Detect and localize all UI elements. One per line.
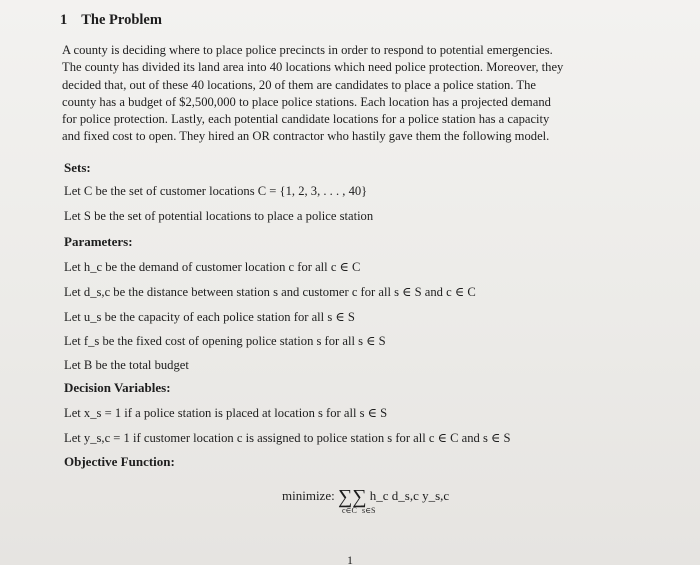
sum-subscript-s: s∈S (362, 506, 376, 515)
param-demand: Let h_c be the demand of customer location c for all c ∈ C (64, 260, 361, 274)
var-x: Let x_s = 1 if a police station is placed at location s for all s ∈ S (64, 406, 388, 420)
problem-paragraph (62, 42, 662, 146)
objective-label: minimize: (282, 488, 335, 503)
var-y: Let y_s,c = 1 if customer location c is assigned to police station s for all c ∈ C and s ∈ S (64, 431, 511, 445)
set-customer-locations: Let C be the set of customer locations C = {1, 2, 3, . . . , 40} (64, 184, 368, 198)
decision-variables-heading: Decision Variables: (64, 380, 171, 395)
param-fixed-cost: Let f_s be the fixed cost of opening police station s for all s ∈ S (64, 334, 386, 348)
objective-formula (282, 486, 450, 515)
objective-heading: Objective Function: (64, 454, 175, 469)
param-capacity: Let u_s be the capacity of each police station for all s ∈ S (64, 310, 355, 324)
paragraph-line: The county has divided its land area into 40 locations which need police protection. Moreover, they (62, 60, 564, 75)
sum-over-s: ∑ (352, 486, 367, 508)
sum-subscript-c: c∈C (342, 506, 357, 515)
param-budget: Let B be the total budget (64, 358, 189, 372)
sets-heading: Sets: (64, 160, 91, 175)
section-title (60, 12, 162, 29)
paragraph-line: for police protection. Lastly, each potential candidate locations for a police station has a capacity (62, 112, 550, 127)
paragraph-line: county has a budget of $2,500,000 to place police stations. Each location has a projected demand (62, 94, 551, 109)
paragraph-line: decided that, out of these 40 locations, 20 of them are candidates to place a police station. The (62, 77, 536, 92)
param-distance: Let d_s,c be the distance between station s and customer c for all s ∈ S and c ∈ C (64, 285, 476, 299)
paragraph-line: A county is deciding where to place police precincts in order to respond to potential emergencies. (62, 43, 553, 57)
section-number: 1 (60, 12, 68, 28)
parameters-heading: Parameters: (64, 234, 133, 249)
paragraph-line: and fixed cost to open. They hired an OR contractor who hastily gave them the following model. (62, 129, 550, 144)
sum-over-c: ∑ (337, 486, 353, 508)
page-number: 1 (347, 553, 353, 565)
set-station-locations: Let S be the set of potential locations to place a police station (64, 209, 374, 223)
section-title-text: The Problem (81, 12, 162, 28)
objective-term: h_c d_s,c y_s,c (369, 488, 450, 503)
